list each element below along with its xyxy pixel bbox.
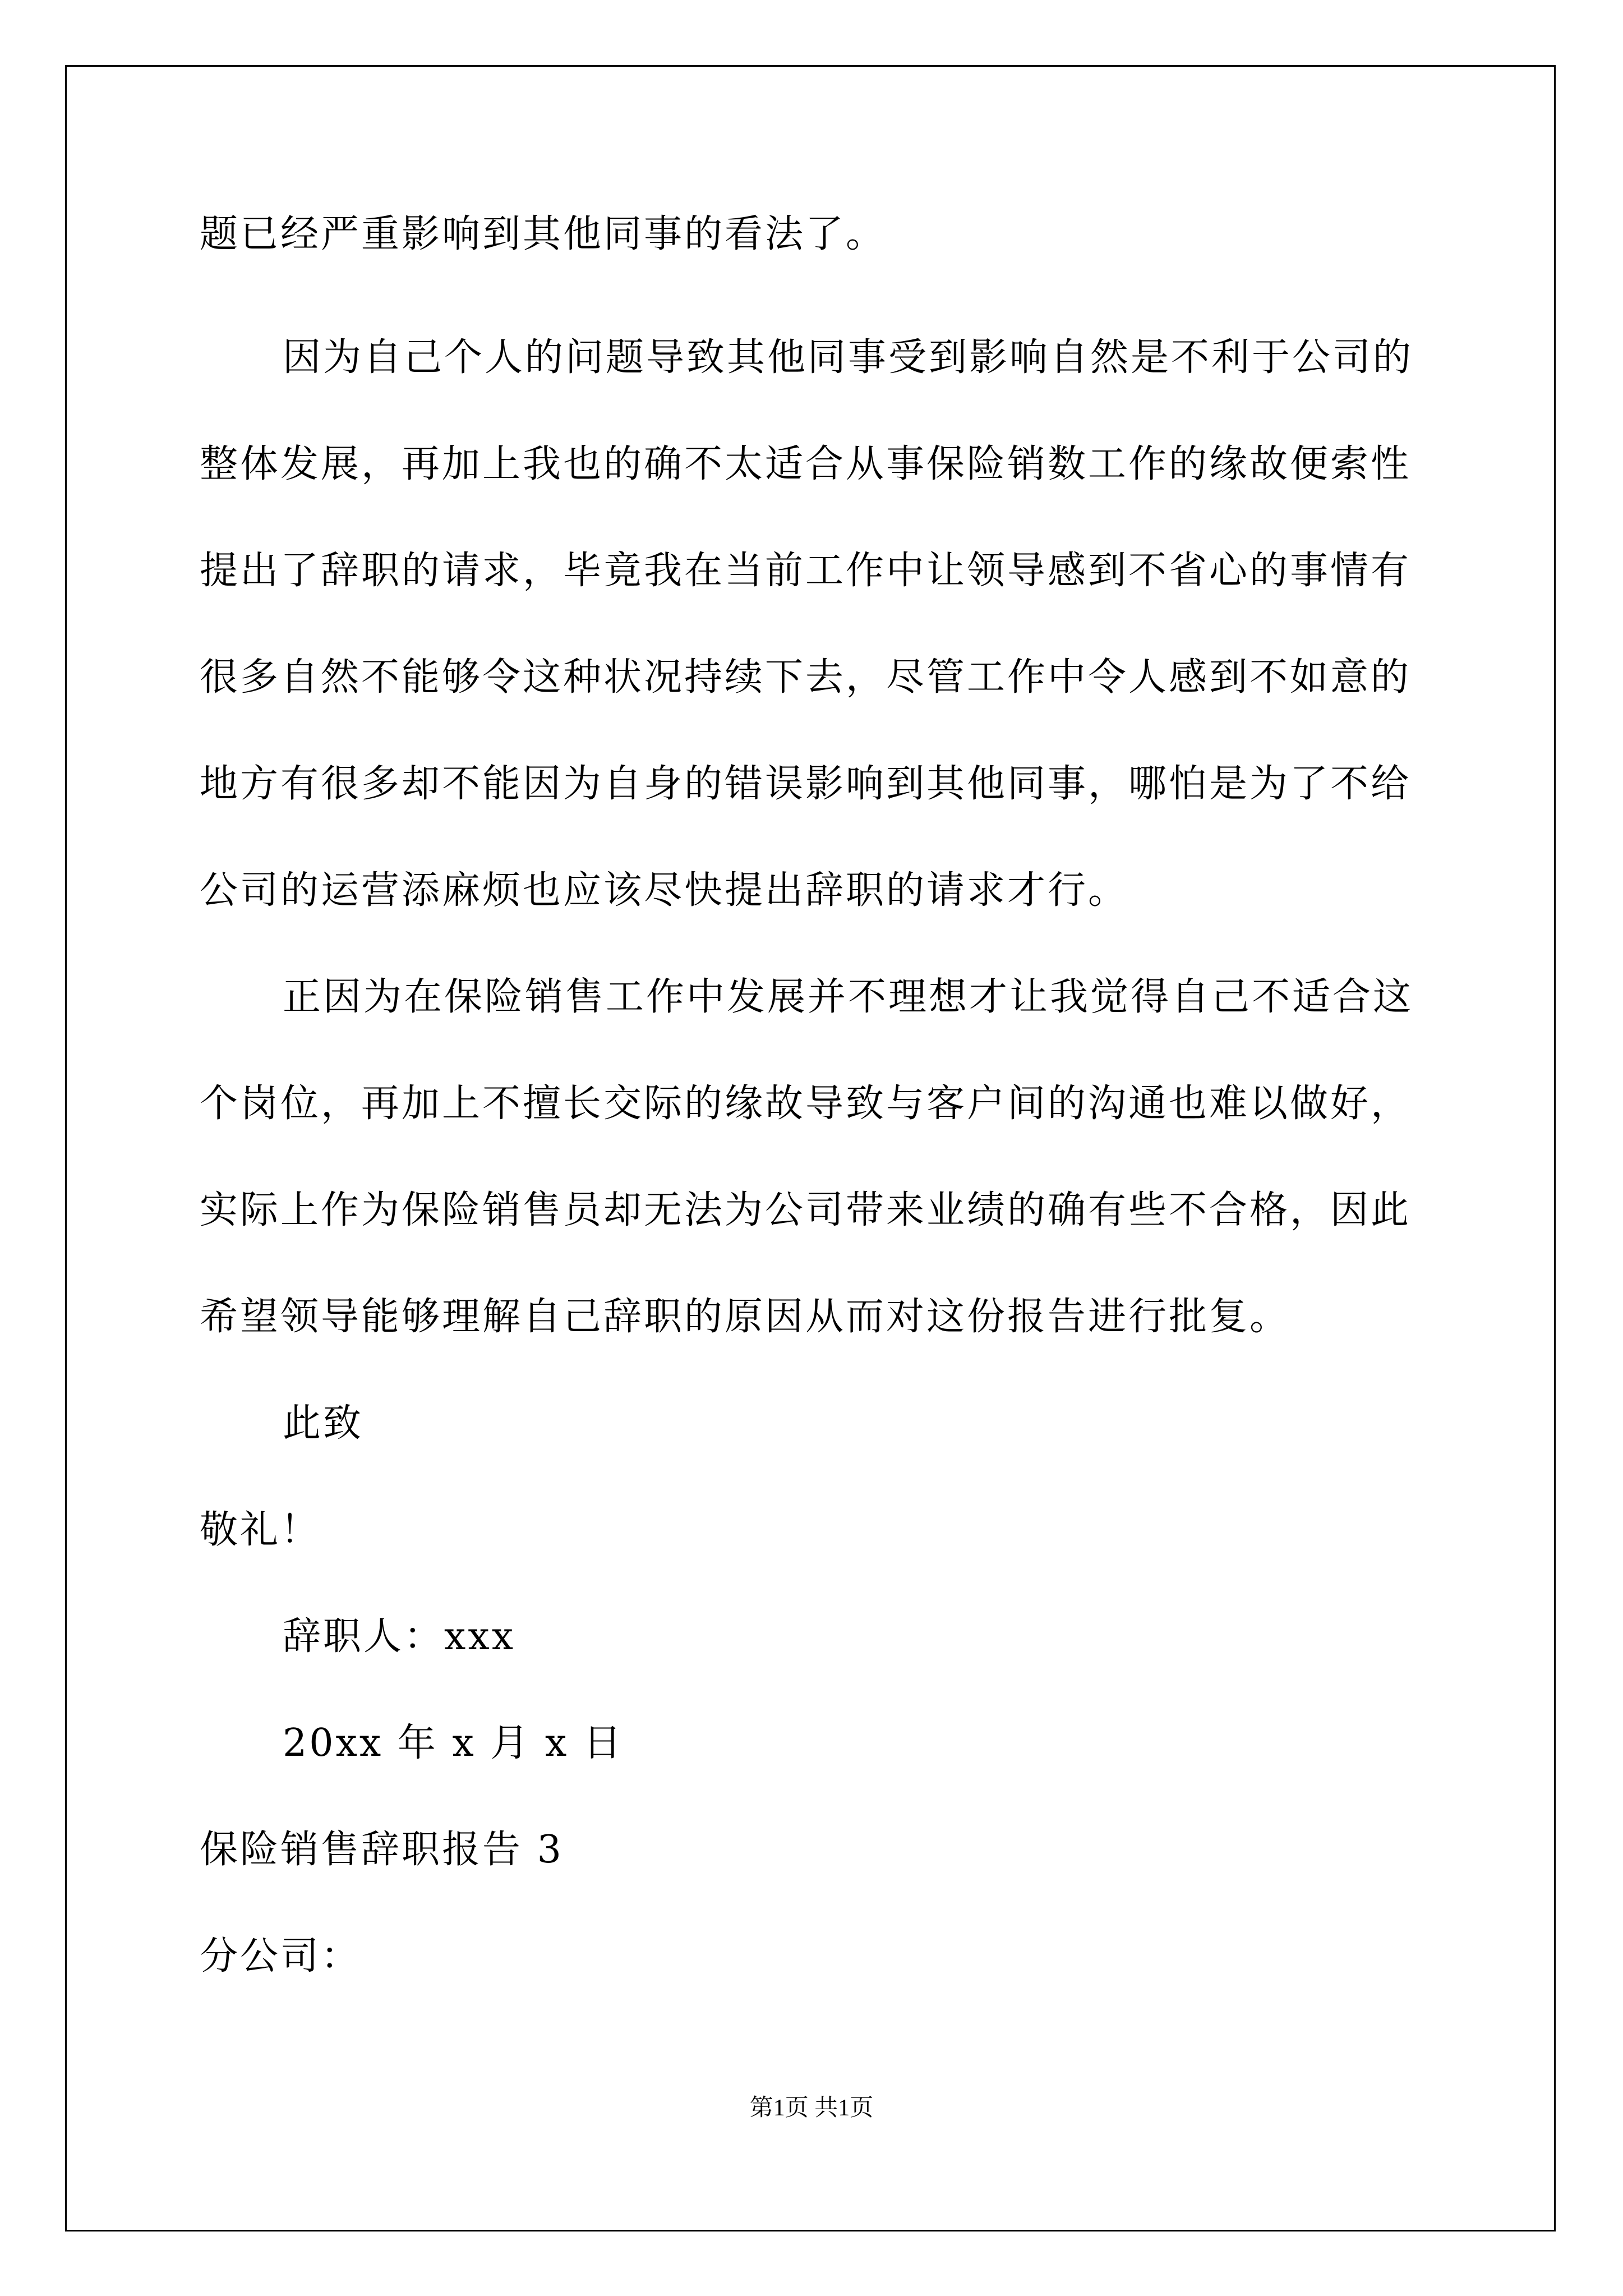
text-line: 公司的运营添麻烦也应该尽快提出辞职的请求才行。 (200, 868, 1129, 913)
signature-line: 辞职人：xxx (283, 1614, 516, 1659)
date-line: 20xx 年 x 月 x 日 (283, 1721, 624, 1765)
salutation: 此致 (283, 1401, 364, 1446)
salutation: 敬礼！ (200, 1508, 321, 1552)
text-line: 正因为在保险销售工作中发展并不理想才让我觉得自己不适合这 (283, 975, 1414, 1019)
text-line: 题已经严重影响到其他同事的看法了。 (200, 212, 887, 256)
section-title: 保险销售辞职报告 3 (200, 1828, 564, 1872)
page-number: 第1页 共1页 (749, 2095, 874, 2121)
text-line: 实际上作为保险销售员却无法为公司带来业绩的确有些不合格，因此 (200, 1188, 1412, 1232)
text-line: 因为自己个人的问题导致其他同事受到影响自然是不利于公司的 (283, 335, 1414, 380)
text-line: 个岗位，再加上不擅长交际的缘故导致与客户间的沟通也难以做好， (200, 1082, 1412, 1126)
page-border (65, 65, 1556, 2231)
text-line: 提出了辞职的请求，毕竟我在当前工作中让领导感到不省心的事情有 (200, 549, 1412, 593)
text-line: 很多自然不能够令这种状况持续下去，尽管工作中令人感到不如意的 (200, 655, 1412, 700)
text-line: 地方有很多却不能因为自身的错误影响到其他同事，哪怕是为了不给 (200, 762, 1412, 806)
addressee: 分公司： (200, 1934, 362, 1978)
text-line: 希望领导能够理解自己辞职的原因从而对这份报告进行批复。 (200, 1295, 1290, 1339)
text-line: 整体发展，再加上我也的确不太适合从事保险销数工作的缘故便索性 (200, 442, 1412, 486)
